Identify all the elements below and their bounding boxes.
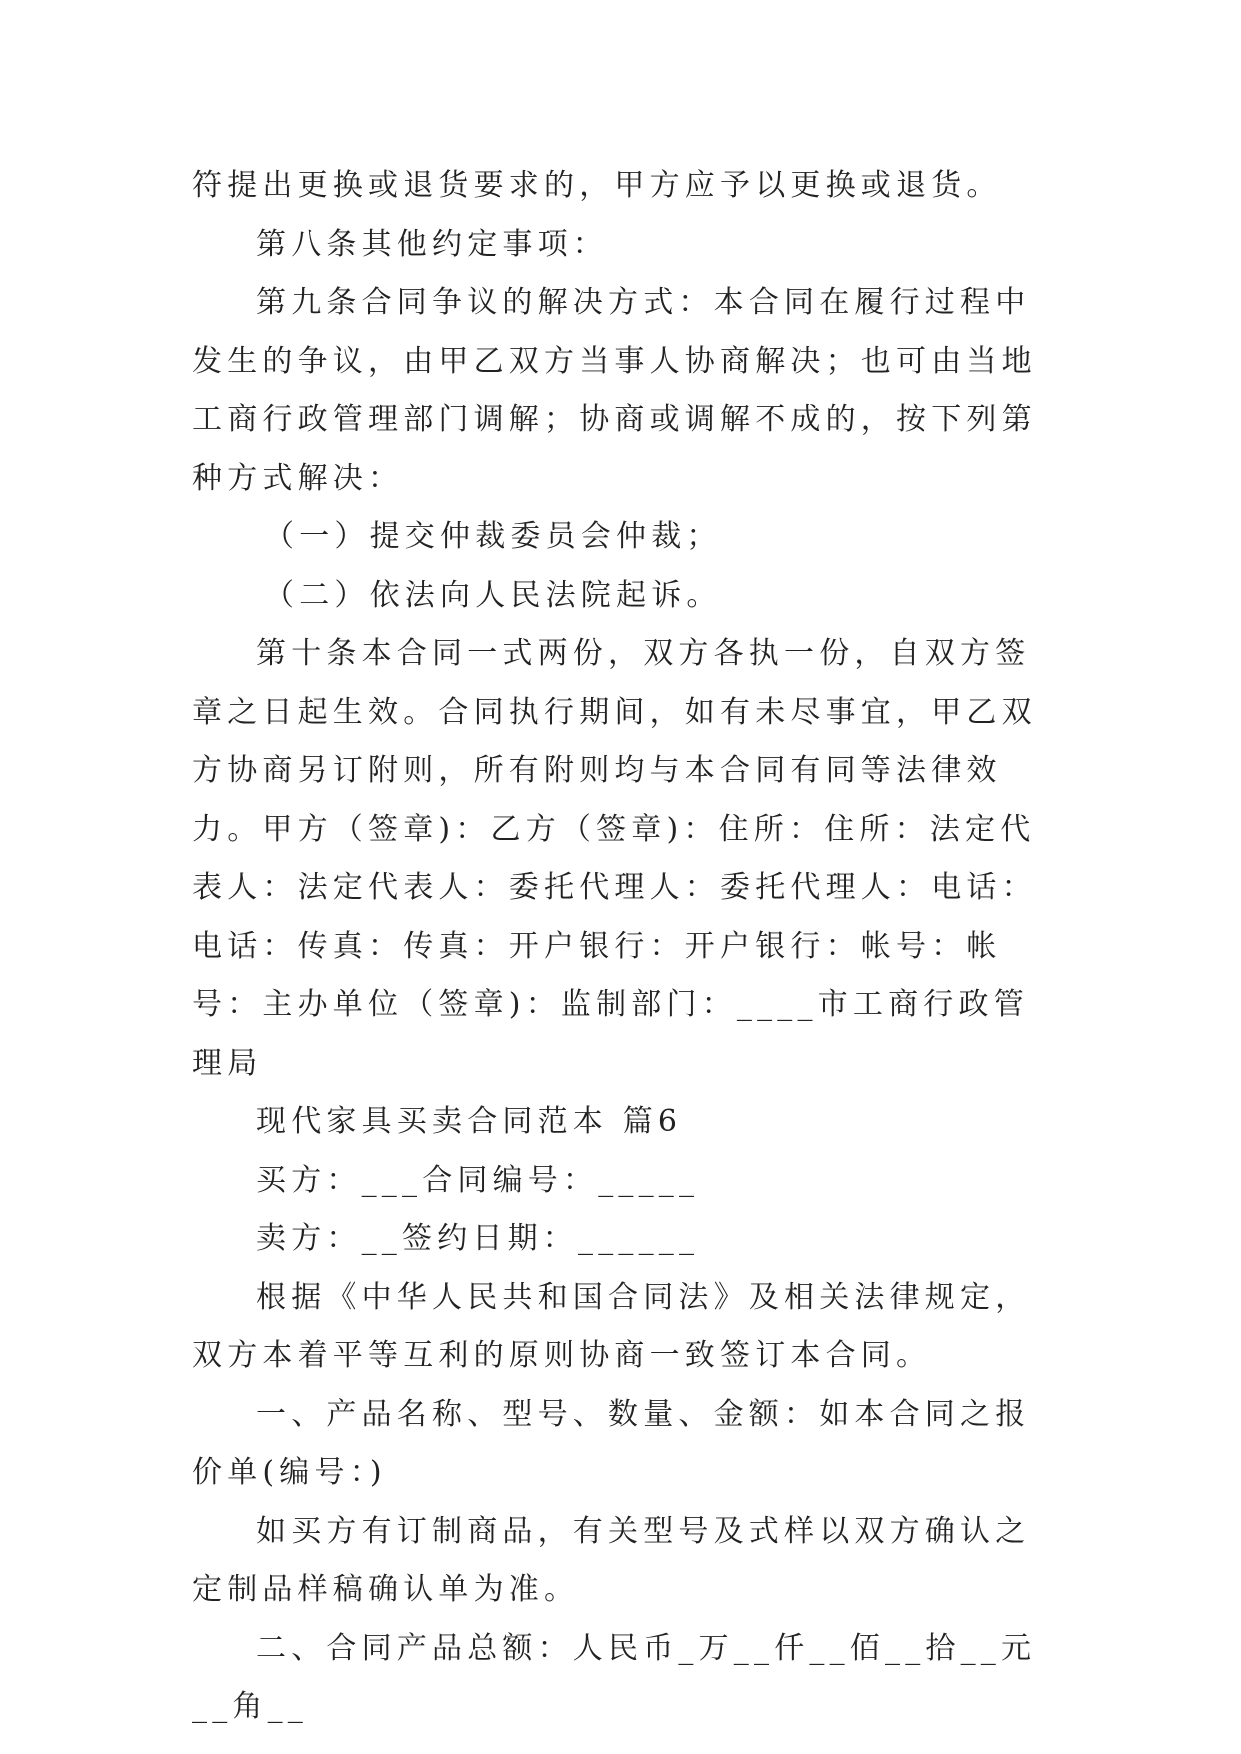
paragraph-option-2: （二）依法向人民法院起诉。 <box>264 577 722 613</box>
paragraph-option-1: （一）提交仲裁委员会仲裁； <box>264 519 722 554</box>
paragraph-clause-2: 二、合同产品总额：人民币_万__仟__佰__拾__元__角__ <box>192 1630 1037 1724</box>
paragraph-buyer-line: 买方：___合同编号：_____ <box>256 1162 700 1198</box>
paragraph-article-8: 第八条其他约定事项： <box>256 226 608 262</box>
paragraph-custom-goods: 如买方有订制商品，有关型号及式样以双方确认之定制品样稿确认单为准。 <box>192 1513 1031 1607</box>
paragraph-return-clause-end: 符提出更换或退货要求的，甲方应予以更换或退货。 <box>192 168 1002 203</box>
paragraph-article-10: 第十条本合同一式两份，双方各执一份，自双方签章之日起生效。合同执行期间，如有未尽事宜，甲乙双方协商另订附则，所有附则均与本合同有同等法律效力。甲方（签章)：乙方（签章)：住所：住所：法定代表人：法定代表人：委托代理人：委托代理人：电话：电话：传真：传真：开户银行：开户银行：帐号：帐号：主办单位（签章)：监制部门：____市工商行政管理局 <box>192 636 1037 1081</box>
paragraph-article-9: 第九条合同争议的解决方式：本合同在履行过程中发生的争议，由甲乙双方当事人协商解决；也可由当地工商行政管理部门调解；协商或调解不成的，按下列第种方式解决： <box>192 285 1037 496</box>
document-body <box>192 157 1060 1737</box>
paragraph-clause-1: 一、产品名称、型号、数量、金额：如本合同之报价单(编号：) <box>192 1396 1031 1490</box>
section-heading-contract-6: 现代家具买卖合同范本 篇6 <box>256 1104 683 1139</box>
paragraph-preamble: 根据《中华人民共和国合同法》及相关法律规定，双方本着平等互利的原则协商一致签订本合同。 <box>192 1279 1031 1373</box>
paragraph-seller-line: 卖方：__签约日期：______ <box>256 1221 700 1256</box>
